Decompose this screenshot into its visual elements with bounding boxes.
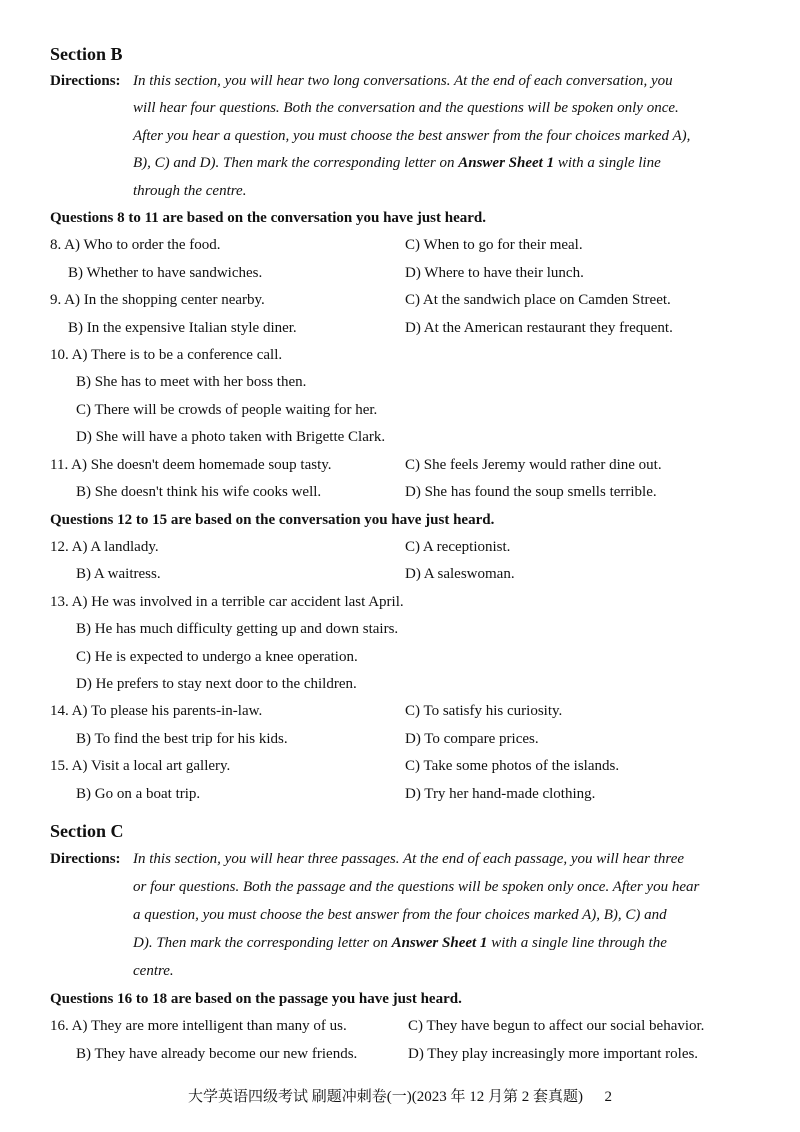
section-c-directions-line: In this section, you will hear three passages. At the end of each passage, you will hear three (133, 851, 685, 867)
question-8-option-c: C) When to go for their meal. (405, 237, 583, 253)
question-group-title: Questions 8 to 11 are based on the conversation you have just heard. (50, 210, 486, 226)
question-11-option-d: D) She has found the soup smells terrible. (405, 484, 657, 500)
question-15-option-b: B) Go on a boat trip. (76, 786, 201, 802)
question-8-option-a: 8. A) Who to order the food. (50, 237, 221, 253)
question-13-option-a: 13. A) He was involved in a terrible car accident last April. (50, 594, 404, 610)
question-13-option-c: C) He is expected to undergo a knee operation. (76, 649, 358, 665)
question-9-option-a: 9. A) In the shopping center nearby. (50, 292, 265, 308)
footer-title: 大学英语四级考试 刷题冲刺卷(一)(2023 年 12 月第 2 套真题) (188, 1089, 583, 1105)
question-10-option-c: C) There will be crowds of people waiting for her. (76, 402, 378, 418)
question-11-option-b: B) She doesn't think his wife cooks well. (76, 484, 322, 500)
question-14-option-d: D) To compare prices. (405, 731, 539, 747)
section-c-directions-line: a question, you must choose the best answer from the four choices marked A), B), C) and (133, 907, 667, 923)
question-9-option-c: C) At the sandwich place on Camden Street. (405, 292, 671, 308)
question-8-option-d: D) Where to have their lunch. (405, 265, 584, 281)
section-b-directions-line: After you hear a question, you must choose the best answer from the four choices marked A), (133, 128, 691, 144)
question-10-option-a: 10. A) There is to be a conference call. (50, 347, 283, 363)
question-16-option-a: 16. A) They are more intelligent than many of us. (50, 1018, 347, 1034)
question-13-option-d: D) He prefers to stay next door to the children. (76, 676, 357, 692)
question-10-option-b: B) She has to meet with her boss then. (76, 374, 307, 390)
page-footer (0, 1085, 800, 1106)
question-12-option-d: D) A saleswoman. (405, 566, 515, 582)
page-number: 2 (604, 1089, 612, 1105)
question-9-option-d: D) At the American restaurant they frequent. (405, 320, 673, 336)
question-8-option-b: B) Whether to have sandwiches. (68, 265, 263, 281)
question-11-option-c: C) She feels Jeremy would rather dine out. (405, 457, 662, 473)
question-15-option-c: C) Take some photos of the islands. (405, 758, 620, 774)
question-14-option-b: B) To find the best trip for his kids. (76, 731, 288, 747)
section-c-directions-label: Directions: (50, 851, 121, 867)
section-b-title: Section B (50, 44, 123, 64)
question-14-option-c: C) To satisfy his curiosity. (405, 703, 563, 719)
question-11-option-a: 11. A) She doesn't deem homemade soup tasty. (50, 457, 332, 473)
question-10-option-d: D) She will have a photo taken with Brigette Clark. (76, 429, 386, 445)
section-b-directions-line: In this section, you will hear two long conversations. At the end of each conversation, you (133, 73, 673, 89)
question-12-option-c: C) A receptionist. (405, 539, 511, 555)
section-c-directions-line: centre. (133, 963, 174, 979)
question-16-option-d: D) They play increasingly more important roles. (408, 1046, 699, 1062)
section-c-directions-line: D). Then mark the corresponding letter on Answer Sheet 1 with a single line through the (133, 935, 667, 951)
question-9-option-b: B) In the expensive Italian style diner. (68, 320, 297, 336)
question-16-option-c: C) They have begun to affect our social behavior. (408, 1018, 705, 1034)
section-b-directions-line: will hear four questions. Both the conversation and the questions will be spoken only once. (133, 100, 679, 116)
section-c-title: Section C (50, 821, 124, 841)
section-b-directions-line: B), C) and D). Then mark the corresponding letter on Answer Sheet 1 with a single line (133, 155, 661, 171)
question-12-option-a: 12. A) A landlady. (50, 539, 159, 555)
question-13-option-b: B) He has much difficulty getting up and down stairs. (76, 621, 399, 637)
question-group-title: Questions 16 to 18 are based on the passage you have just heard. (50, 991, 462, 1007)
question-12-option-b: B) A waitress. (76, 566, 161, 582)
question-15-option-d: D) Try her hand-made clothing. (405, 786, 596, 802)
question-14-option-a: 14. A) To please his parents-in-law. (50, 703, 263, 719)
question-16-option-b: B) They have already become our new friends. (76, 1046, 358, 1062)
section-c-directions-line: or four questions. Both the passage and the questions will be spoken only once. After you hear (133, 879, 700, 895)
question-15-option-a: 15. A) Visit a local art gallery. (50, 758, 231, 774)
section-b-directions-line: through the centre. (133, 183, 247, 199)
section-b-directions-label: Directions: (50, 73, 121, 89)
question-group-title: Questions 12 to 15 are based on the conversation you have just heard. (50, 512, 495, 528)
